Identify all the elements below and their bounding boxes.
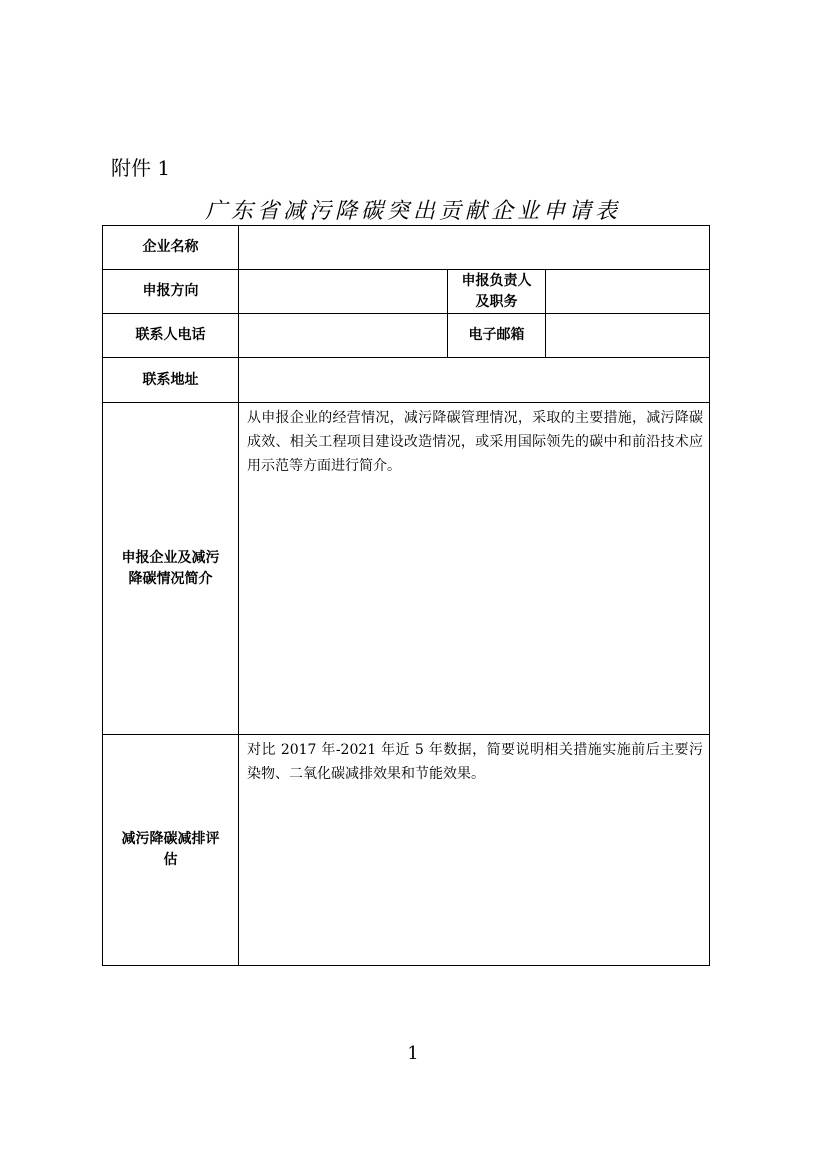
row-company-name [103,226,710,270]
responsible-field[interactable] [546,270,710,314]
application-form-table [102,225,710,966]
form-title: 广东省减污降碳突出贡献企业申请表 [204,199,621,224]
contact-phone-field[interactable] [239,314,448,358]
address-field[interactable] [239,358,710,403]
direction-label: 申报方向 [103,270,239,314]
intro-label [103,403,239,735]
page-number: 1 [407,1043,419,1064]
assessment-label-line1: 减污降碳减排评 [121,831,220,847]
email-field[interactable] [546,314,710,358]
row-contact [103,314,710,358]
row-address [103,358,710,403]
assessment-instruction: 对比 2017 年-2021 年近 5 年数据，简要说明相关措施实施前后主要污染物、二氧化碳减排效果和节能效果。 [247,742,704,782]
intro-label-line2: 降碳情况简介 [128,570,213,587]
assessment-label-line2: 估 [163,852,178,868]
assessment-label [103,735,239,966]
responsible-label-line1: 申报负责人 [461,272,532,289]
intro-instruction: 从申报企业的经营情况，减污降碳管理情况，采取的主要措施，减污降碳成效、相关工程项目建设改造情况，或采用国际领先的碳中和前沿技术应用示范等方面进行简介。 [247,410,704,474]
company-name-field[interactable] [239,226,710,270]
responsible-label-line2: 及职务 [475,293,518,310]
contact-phone-label: 联系人电话 [103,314,239,358]
address-label: 联系地址 [103,358,239,403]
row-assessment [103,735,710,966]
row-intro [103,403,710,735]
row-direction [103,270,710,314]
email-label: 电子邮箱 [448,314,546,358]
responsible-label [448,270,546,314]
assessment-field[interactable] [239,735,710,966]
direction-field[interactable] [239,270,448,314]
attachment-label: 附件 1 [111,156,171,180]
intro-label-line1: 申报企业及减污 [121,549,220,566]
intro-field[interactable] [239,403,710,735]
company-name-label: 企业名称 [103,226,239,270]
